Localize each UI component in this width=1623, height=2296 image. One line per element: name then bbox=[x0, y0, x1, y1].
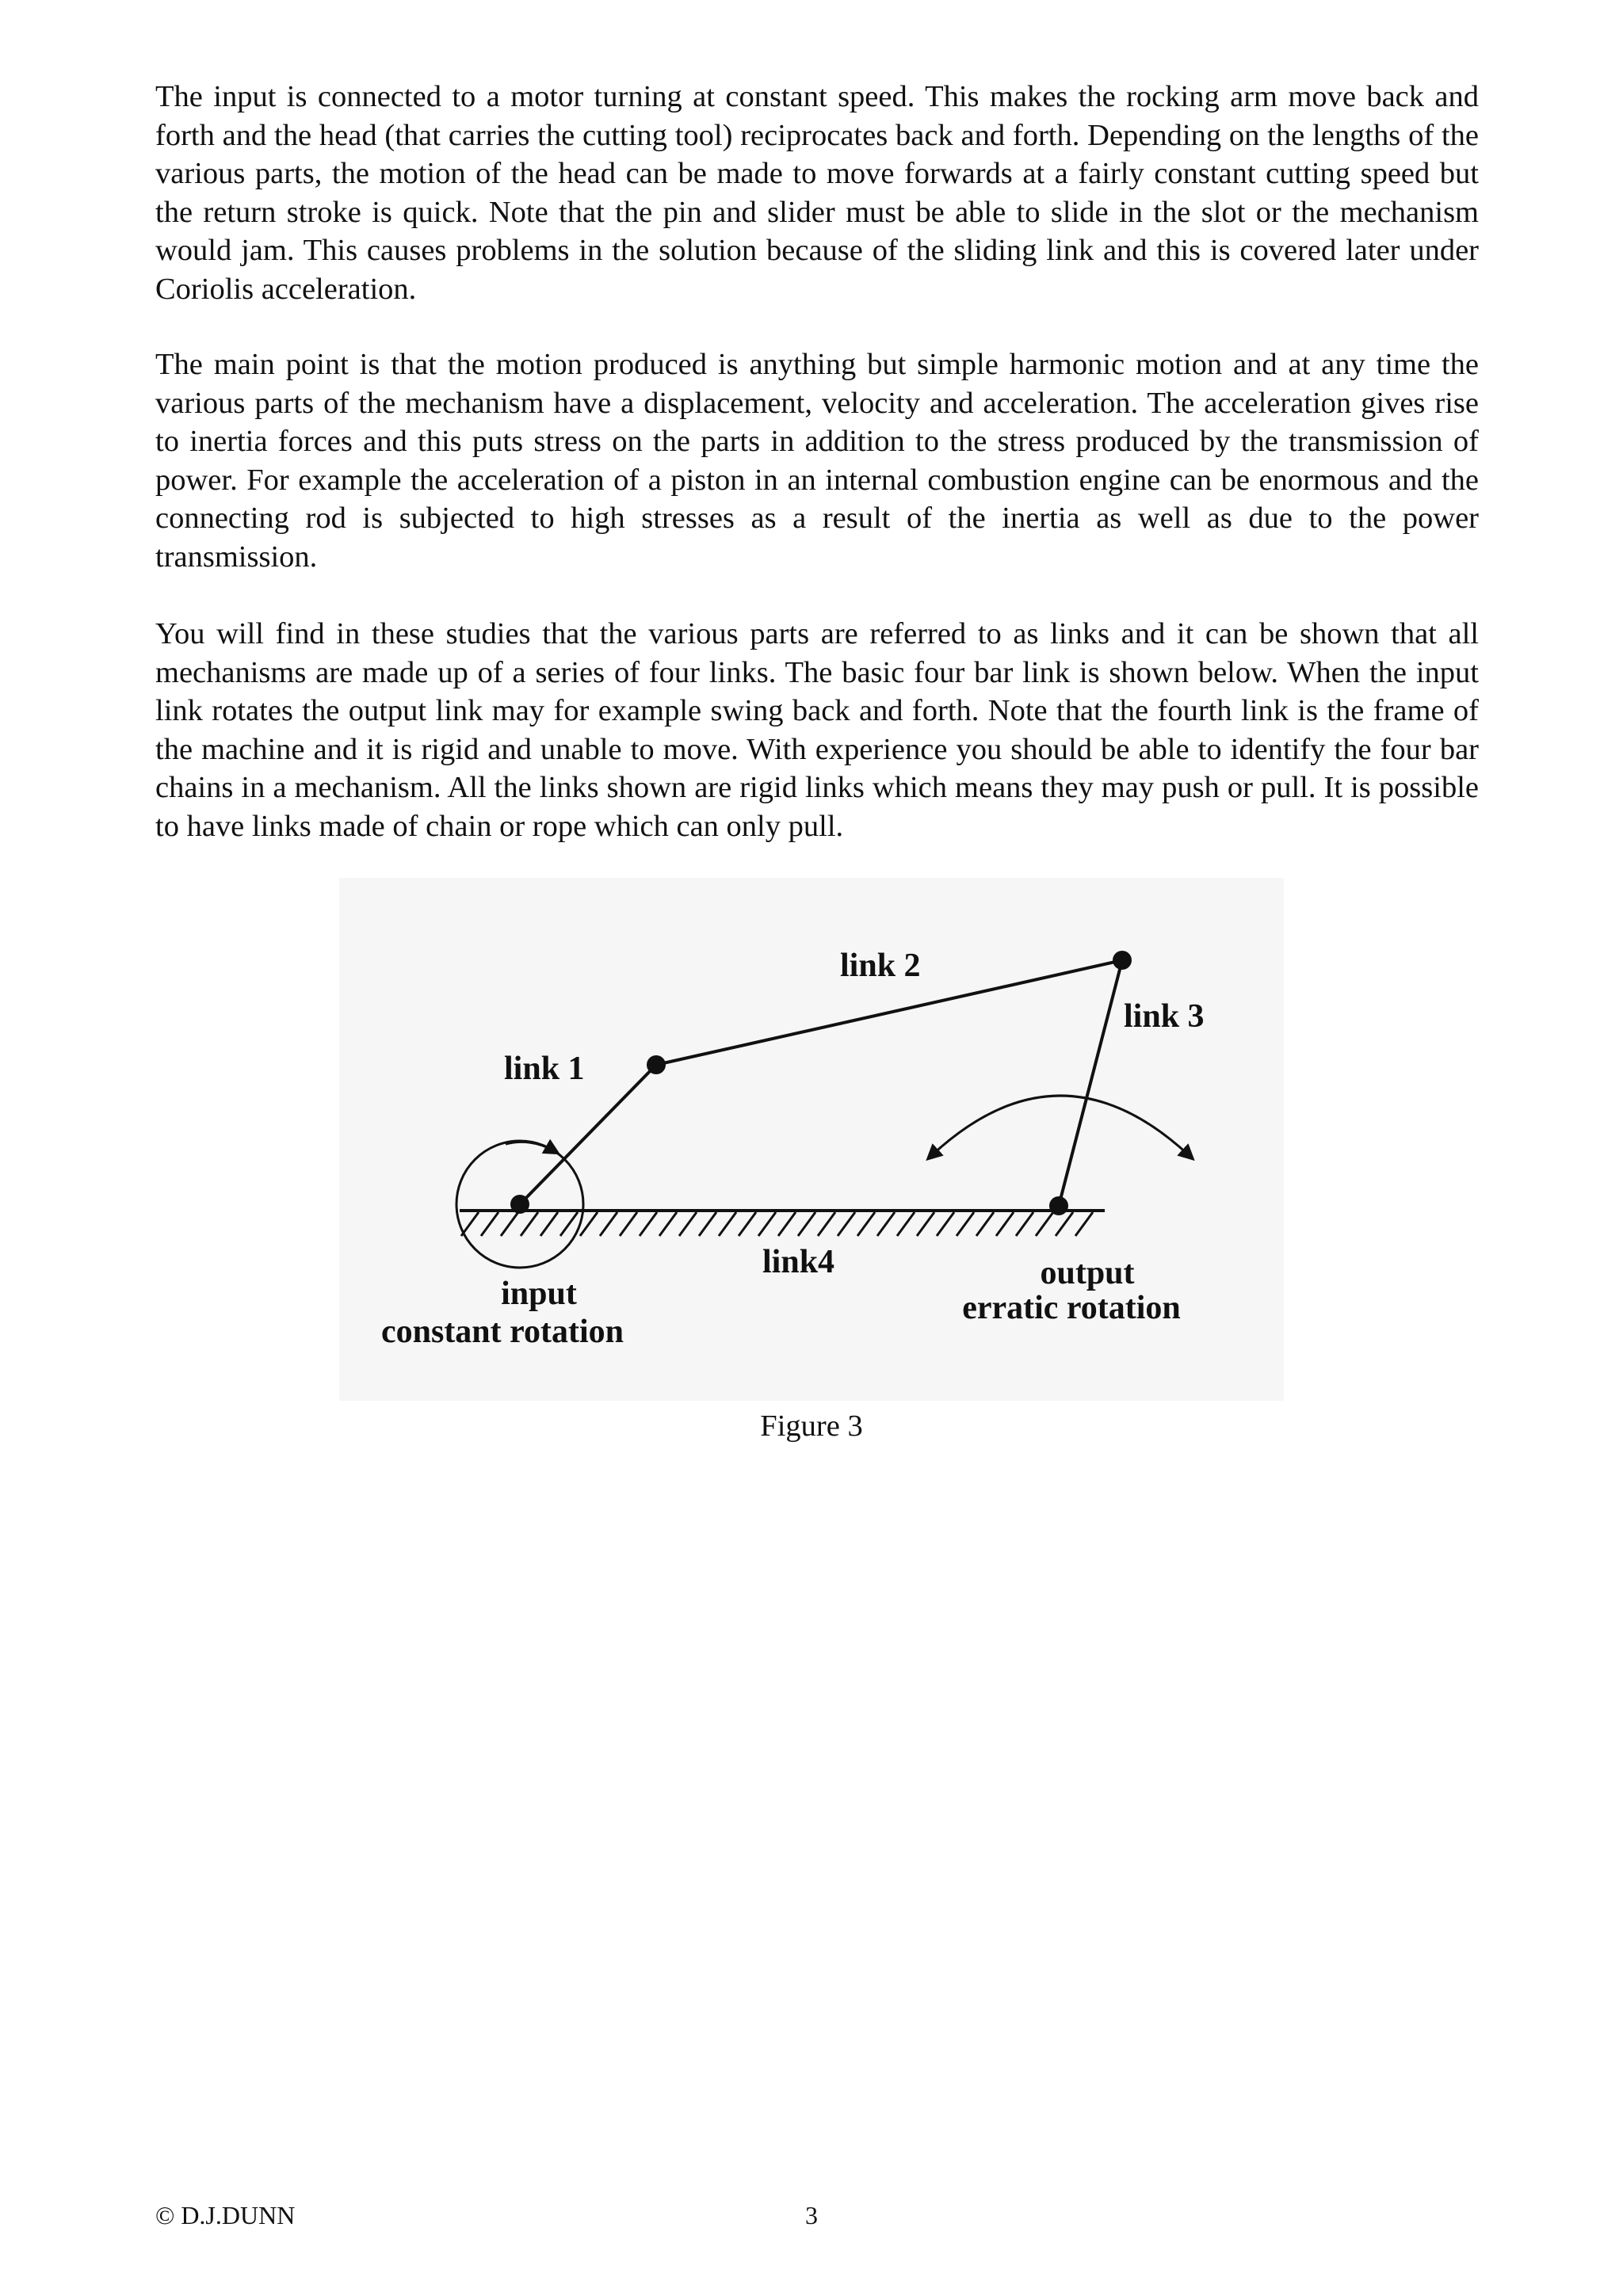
hatch-mark bbox=[739, 1212, 756, 1236]
paragraph-3: You will find in these studies that the various parts are referred to as links and it can be shown that all mechanisms are made up of a series of four links. The basic four bar link is shown below. When the input link rotates the output link may for example swing back and forth. Note that the fourth link is the frame of the machine and it is rigid and unable to move. With experience you should be able to identify the four bar chains in a mechanism. All the links shown are rigid links which means they may push or pull. It is possible to have links made of chain or rope which can only pull. bbox=[155, 617, 1479, 843]
hatch-mark bbox=[778, 1212, 796, 1236]
hatch-mark bbox=[659, 1212, 677, 1236]
link-3-label: link 3 bbox=[1124, 998, 1205, 1035]
hatch-mark bbox=[1056, 1212, 1073, 1236]
joint-link2-link3 bbox=[1113, 951, 1132, 970]
input-rotation-arrow bbox=[506, 1142, 553, 1150]
figure-caption: Figure 3 bbox=[760, 1409, 863, 1443]
ground-hatching bbox=[460, 1211, 1105, 1236]
input-label: input bbox=[501, 1276, 577, 1312]
hatch-mark bbox=[540, 1212, 558, 1236]
hatch-mark bbox=[838, 1212, 855, 1236]
hatch-mark bbox=[600, 1212, 617, 1236]
hatch-mark bbox=[640, 1212, 657, 1236]
four-bar-linkage-diagram bbox=[339, 878, 1284, 1401]
link-2-label: link 2 bbox=[840, 948, 921, 984]
paragraph-1: The input is connected to a motor turning at constant speed. This makes the rocking arm move back and forth and the head (that carries the cutting tool) reciprocates back and forth. Depending on the lengths of the various parts, the motion of the head can be made to move forwards at a fairly constant cutting speed but the return stroke is quick. Note that the pin and slider must be able to slide in the slot or the mechanism would jam. This causes problems in the solution because of the sliding link and this is covered later under Coriolis acceleration. bbox=[155, 80, 1479, 306]
hatch-mark bbox=[897, 1212, 915, 1236]
hatch-mark bbox=[719, 1212, 736, 1236]
joint-link1-link2 bbox=[647, 1055, 666, 1074]
hatch-mark bbox=[1016, 1212, 1033, 1236]
link-4-label: link4 bbox=[762, 1244, 835, 1280]
hatch-mark bbox=[857, 1212, 875, 1236]
link-3-bar bbox=[1059, 960, 1122, 1206]
hatch-mark bbox=[501, 1212, 518, 1236]
input-pivot bbox=[510, 1195, 529, 1214]
hatch-mark bbox=[976, 1212, 994, 1236]
input-description-label: constant rotation bbox=[380, 1314, 624, 1350]
hatch-mark bbox=[937, 1212, 954, 1236]
hatch-mark bbox=[620, 1212, 637, 1236]
hatch-mark bbox=[798, 1212, 815, 1236]
hatch-mark bbox=[560, 1212, 578, 1236]
hatch-marks bbox=[461, 1212, 1093, 1236]
footer-page-number: 3 bbox=[805, 2201, 818, 2229]
hatch-mark bbox=[481, 1212, 498, 1236]
hatch-mark bbox=[996, 1212, 1014, 1236]
hatch-mark bbox=[877, 1212, 895, 1236]
hatch-mark bbox=[917, 1212, 934, 1236]
output-swing-arc bbox=[932, 1096, 1189, 1155]
hatch-mark bbox=[699, 1212, 716, 1236]
hatch-mark bbox=[521, 1212, 538, 1236]
link-1-label: link 1 bbox=[504, 1051, 585, 1087]
hatch-mark bbox=[679, 1212, 697, 1236]
four-bar-linkage-figure bbox=[339, 878, 1284, 1401]
footer-copyright: © D.J.DUNN bbox=[155, 2201, 296, 2229]
output-description-label: erratic rotation bbox=[962, 1290, 1181, 1326]
hatch-mark bbox=[1075, 1212, 1093, 1236]
paragraph-2: The main point is that the motion produced is anything but simple harmonic motion and at any time the various parts of the mechanism have a displacement, velocity and acceleration. The acceleration gives rise to inertia forces and this puts stress on the parts in addition to the stress produced by the transmission of power. For example the acceleration of a piston in an internal combustion engine can be enormous and the connecting rod is subjected to high stresses as a result of the inertia as well as due to the power transmission. bbox=[155, 348, 1479, 574]
output-label: output bbox=[1040, 1255, 1135, 1291]
hatch-mark bbox=[818, 1212, 835, 1236]
hatch-mark bbox=[957, 1212, 974, 1236]
hatch-mark bbox=[1036, 1212, 1053, 1236]
hatch-mark bbox=[758, 1212, 776, 1236]
output-pivot bbox=[1049, 1196, 1068, 1215]
